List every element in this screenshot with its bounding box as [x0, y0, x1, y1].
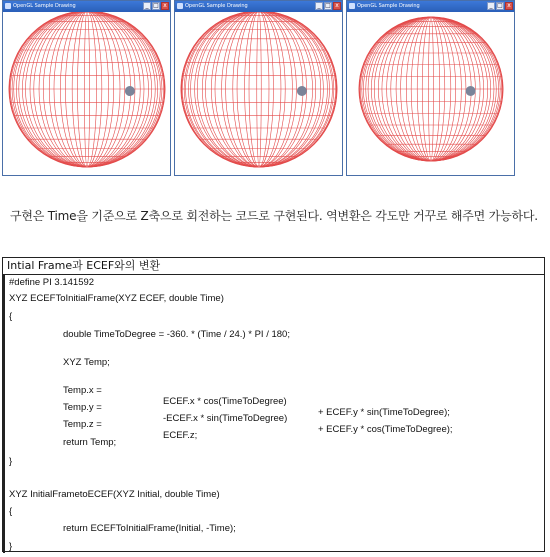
app-icon — [349, 3, 355, 9]
code-col-a: Temp.x = — [63, 385, 102, 396]
meridian-line — [237, 12, 281, 167]
window-titlebar[interactable] — [347, 1, 514, 12]
window-titlebar[interactable] — [175, 1, 342, 12]
opengl-window-2[interactable] — [174, 0, 343, 176]
meridian-line — [77, 12, 96, 167]
code-line: double TimeToDegree = -360. * (Time / 24.) * PI / 180; — [63, 329, 290, 340]
meridian-line — [84, 12, 89, 167]
code-body — [3, 275, 544, 551]
minimize-button[interactable]: _ — [315, 2, 323, 10]
maximize-button[interactable]: □ — [325, 2, 331, 9]
meridian-line — [72, 12, 102, 167]
wireframe-sphere — [347, 12, 514, 176]
code-line: } — [9, 541, 13, 552]
meridian-line — [34, 12, 140, 167]
minimize-button[interactable]: _ — [487, 2, 495, 10]
code-line: XYZ InitialFrametoECEF(XYZ Initial, double Time) — [9, 489, 220, 500]
code-line: #define PI 3.141592 — [9, 277, 95, 288]
render-area — [175, 12, 342, 175]
opengl-window-3[interactable] — [346, 0, 515, 176]
code-col-c: + ECEF.y * sin(TimeToDegree); — [318, 407, 450, 418]
maximize-button[interactable]: □ — [497, 2, 503, 9]
window-title: OpenGL Sample Drawing — [13, 3, 76, 9]
code-col-a: Temp.z = — [63, 419, 102, 430]
code-line: } — [9, 456, 13, 467]
meridian-line — [60, 12, 113, 167]
meridian-line — [226, 12, 293, 167]
render-area — [347, 12, 514, 175]
marker-dot — [466, 86, 476, 96]
meridian-line — [215, 12, 303, 167]
meridian-line — [257, 12, 261, 167]
marker-dot — [125, 86, 135, 96]
code-line: XYZ ECEFToInitialFrame(XYZ ECEF, double Time) — [9, 293, 224, 304]
marker-dot — [297, 86, 307, 96]
minimize-button[interactable]: _ — [143, 2, 151, 10]
window-title: OpenGL Sample Drawing — [185, 3, 248, 9]
description-paragraph: 구현은 Time을 기준으로 Z축으로 회전하는 코드로 구현된다. 역변환은 각도만 거꾸로 해주면 가능하다. — [10, 209, 538, 223]
meridian-line — [249, 12, 269, 167]
opengl-window-1[interactable] — [2, 0, 171, 176]
window-titlebar[interactable] — [3, 1, 170, 12]
code-col-b: ECEF.z; — [163, 430, 198, 441]
code-col-b: -ECEF.x * sin(TimeToDegree) — [163, 413, 288, 424]
app-icon — [5, 3, 11, 9]
window-title: OpenGL Sample Drawing — [357, 3, 420, 9]
code-line: { — [9, 506, 13, 517]
wireframe-sphere — [3, 12, 170, 176]
close-button[interactable]: x — [333, 2, 341, 10]
code-line: return ECEFToInitialFrame(Initial, -Time); — [63, 523, 236, 534]
meridian-line — [233, 12, 285, 167]
wireframe-sphere — [175, 12, 342, 176]
meridian-line — [39, 12, 135, 167]
code-line: XYZ Temp; — [63, 357, 110, 368]
close-button[interactable]: x — [505, 2, 513, 10]
code-box-title: Intial Frame과 ECEF와의 변환 — [3, 258, 544, 275]
code-line: return Temp; — [63, 437, 117, 448]
app-icon — [177, 3, 183, 9]
left-margin-bar — [3, 275, 5, 553]
meridian-line — [54, 12, 120, 167]
meridian-line — [43, 12, 130, 167]
code-col-a: Temp.y = — [63, 402, 102, 413]
render-area — [3, 12, 170, 175]
code-col-b: ECEF.x * cos(TimeToDegree) — [163, 396, 287, 407]
code-box — [2, 257, 545, 552]
maximize-button[interactable]: □ — [153, 2, 159, 9]
code-line: { — [9, 311, 13, 322]
code-col-c: + ECEF.y * cos(TimeToDegree); — [318, 424, 453, 435]
close-button[interactable]: x — [161, 2, 169, 10]
